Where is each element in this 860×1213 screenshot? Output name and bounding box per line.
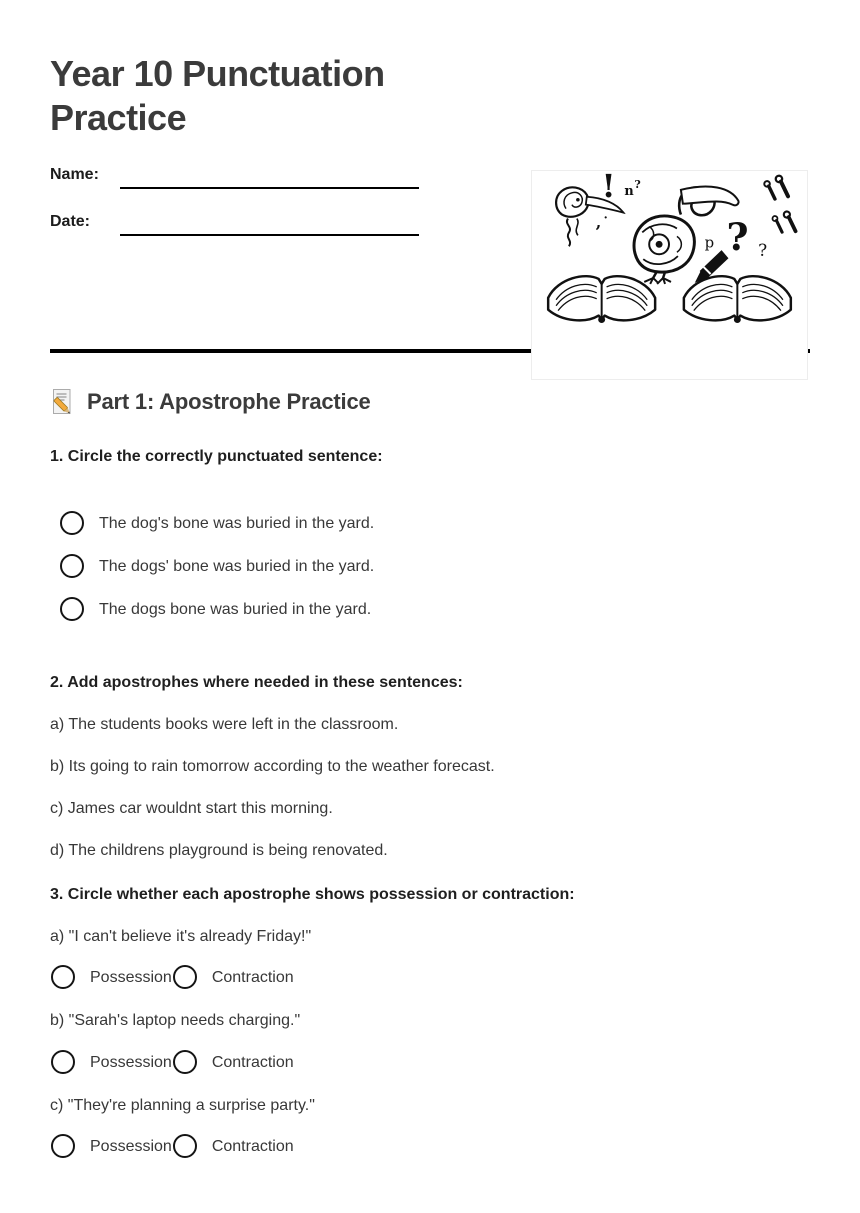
q3-item-c-contraction-label: Contraction: [211, 1137, 294, 1155]
q1-option-3: [60, 597, 860, 621]
date-input-line[interactable]: [120, 213, 419, 236]
svg-text:,: ,: [595, 212, 602, 232]
q2-item-a: a) The students books were left in the classroom.: [50, 716, 399, 733]
q3-item-a-contraction-label: Contraction: [211, 968, 294, 986]
worksheet-page: [0, 52, 860, 1213]
name-label: Name:: [50, 166, 99, 183]
q3-item-b-contraction-radio[interactable]: [173, 1050, 197, 1074]
q1-option-1: [60, 511, 860, 535]
kiwi-books-illustration: [531, 170, 808, 380]
q2-prompt: 2. Add apostrophes where needed in these sentences:: [50, 674, 463, 691]
q3-item-a-sentence: a) "I can't believe it's already Friday!": [50, 928, 312, 945]
q1-option-2-label: The dogs' bone was buried in the yard.: [99, 557, 375, 575]
svg-text:!: !: [601, 171, 616, 205]
q1-option-2-radio[interactable]: [60, 554, 84, 578]
q3-item-a-possession-radio[interactable]: [51, 965, 75, 989]
q3-item-b-contraction-label: Contraction: [211, 1053, 294, 1071]
q3-item-a-choices: [51, 965, 860, 989]
q3-item-b-possession-label: Possession: [90, 1053, 172, 1071]
q3-item-c-contraction-radio[interactable]: [173, 1134, 197, 1158]
q2-item-c: c) James car wouldnt start this morning.: [50, 800, 333, 817]
q1-option-3-radio[interactable]: [60, 597, 84, 621]
page-title: Year 10 Punctuation Practice: [50, 53, 385, 138]
q3-item-c-possession-radio[interactable]: [51, 1134, 75, 1158]
q3-item-a-possession-label: Possession: [90, 968, 172, 986]
part1-heading-text: Part 1: Apostrophe Practice: [87, 389, 371, 414]
name-input-line[interactable]: [120, 166, 419, 189]
q1-options: [0, 511, 860, 621]
q3-prompt: 3. Circle whether each apostrophe shows possession or contraction:: [50, 886, 575, 903]
q1-option-1-radio[interactable]: [60, 511, 84, 535]
q3-item-b-choices: [51, 1050, 860, 1074]
memo-icon: [50, 388, 78, 416]
q3-item-c-choices: [51, 1134, 860, 1158]
q1-prompt: 1. Circle the correctly punctuated sentence:: [50, 448, 383, 465]
part1-heading: [50, 387, 860, 417]
q3-item-c-sentence: c) "They're planning a surprise party.": [50, 1097, 315, 1114]
svg-text:?: ?: [634, 177, 641, 191]
date-label: Date:: [50, 213, 91, 230]
kiwi-illustration-svg: [532, 171, 807, 379]
svg-text:n: n: [624, 183, 634, 199]
q1-option-2: [60, 554, 860, 578]
q1-option-3-label: The dogs bone was buried in the yard.: [99, 600, 372, 618]
svg-text:p: p: [704, 233, 715, 252]
q2-item-b: b) Its going to rain tomorrow according to the weather forecast.: [50, 758, 495, 775]
svg-text:?: ?: [758, 240, 768, 261]
svg-text:?: ?: [726, 215, 749, 260]
svg-text:.: .: [603, 207, 608, 222]
q2-item-d: d) The childrens playground is being renovated.: [50, 842, 388, 859]
q3-item-c-possession-label: Possession: [90, 1137, 172, 1155]
q3-item-b-possession-radio[interactable]: [51, 1050, 75, 1074]
q3-item-b-sentence: b) "Sarah's laptop needs charging.": [50, 1012, 301, 1029]
q1-option-1-label: The dog's bone was buried in the yard.: [99, 514, 375, 532]
q3-item-a-contraction-radio[interactable]: [173, 965, 197, 989]
